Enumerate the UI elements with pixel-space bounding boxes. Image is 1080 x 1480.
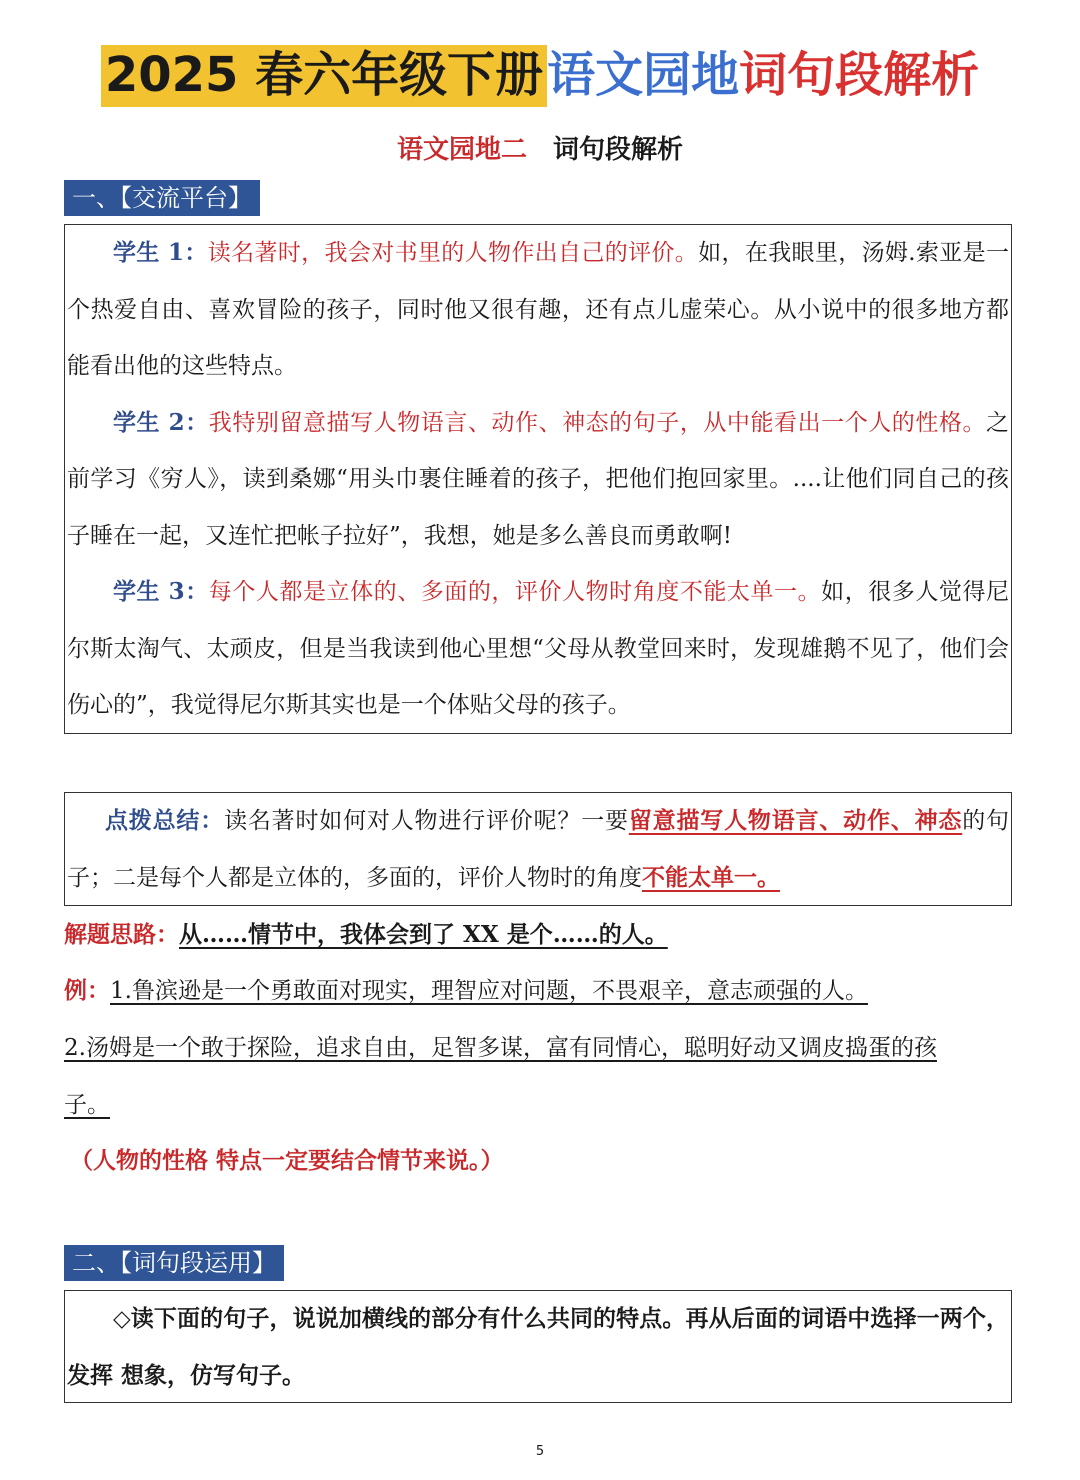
method-line <box>64 907 1014 963</box>
section-2-heading: 二、【词句段运用】 <box>64 1245 284 1281</box>
title-grade: 2025 春六年级下册 <box>101 45 547 107</box>
task-paragraph: ◇读下面的句子，说说加横线的部分有什么共同的特点。再从后面的词语中选择一两个，发挥 想象，仿写句子。 <box>67 1305 1009 1389</box>
method-label: 解题思路： <box>64 921 179 948</box>
student-3-highlight: 每个人都是立体的、多面的，评价人物时角度不能太单一。 <box>208 579 822 605</box>
student-3-text: 如，很多人觉得尼尔斯太淘气、太顽皮，但是当我读到他心里想“父母从教堂回来时，发现雄鹅不见了，他们会伤心的”，我觉得尼尔斯其实也是一个体贴父母的孩子。 <box>67 579 1010 718</box>
student-1-text: 如，在我眼里，汤姆.索亚是一个热爱自由、喜欢冒险的孩子，同时他又很有趣，还有点儿虚荣心。从小说中的很多地方都能看出他的这些特点。 <box>67 240 1010 379</box>
student-2-text: 之前学习《穷人》，读到桑娜“用头巾裹住睡着的孩子，把他们抱回家里。....让他们同自己的孩子睡在一起，又连忙把帐子拉好”，我想，她是多么善良而勇敢啊! <box>67 409 1010 549</box>
summary-text-1: 读名著时如何对人物进行评价呢？一要 <box>224 808 629 834</box>
example-1-line <box>64 963 1014 1019</box>
student-3-paragraph <box>67 564 1009 734</box>
example-1-text: 1.鲁滨逊是一个勇敢面对现实，理智应对问题，不畏艰辛，意志顽强的人。 <box>110 978 868 1004</box>
student-2-paragraph <box>67 395 1009 565</box>
page-number: 5 <box>535 1444 545 1459</box>
note-line <box>70 1133 1020 1189</box>
summary-point-2: 不能太单一。 <box>642 863 780 891</box>
subtitle-topic: 词句段解析 <box>553 135 684 165</box>
student-3-label: 学生 3： <box>113 578 209 605</box>
example-2-line-2 <box>64 1077 1014 1133</box>
example-2-text-2: 子。 <box>64 1092 110 1118</box>
example-label: 例： <box>64 977 110 1004</box>
subtitle-unit: 语文园地二 <box>396 135 527 165</box>
section-1-heading: 一、【交流平台】 <box>64 180 260 216</box>
example-2-line-1 <box>64 1020 1014 1076</box>
subtitle <box>0 130 1080 170</box>
note-text: （人物的性格 特点一定要结合情节来说。） <box>70 1147 504 1174</box>
summary-box <box>64 792 1012 906</box>
exchange-box <box>64 224 1012 734</box>
student-1-label: 学生 1： <box>113 239 208 266</box>
example-2-text-1: 2.汤姆是一个敢于探险，追求自由，足智多谋，富有同情心，聪明好动又调皮捣蛋的孩 <box>64 1035 937 1061</box>
method-text: 从……情节中，我体会到了 XX 是个……的人。 <box>179 921 668 948</box>
summary-paragraph <box>67 793 1009 906</box>
summary-label: 点拨总结： <box>105 807 225 834</box>
page-title <box>0 40 1080 110</box>
summary-point-1: 留意描写人物语言、动作、神态 <box>628 807 963 834</box>
title-analysis: 词句段解析 <box>739 47 980 103</box>
summary-text-2: 的句子；二是每个人都是立体的，多面的，评价人物时的角度 <box>67 808 1010 891</box>
task-box <box>64 1290 1012 1403</box>
student-2-highlight: 我特别留意描写人物语言、动作、神态的句子，从中能看出一个人的性格。 <box>208 409 987 436</box>
student-2-label: 学生 2： <box>113 408 209 436</box>
title-garden: 语文园地 <box>547 47 740 103</box>
student-1-highlight: 读名著时，我会对书里的人物作出自己的评价。 <box>207 240 699 266</box>
student-1-paragraph <box>67 225 1009 395</box>
